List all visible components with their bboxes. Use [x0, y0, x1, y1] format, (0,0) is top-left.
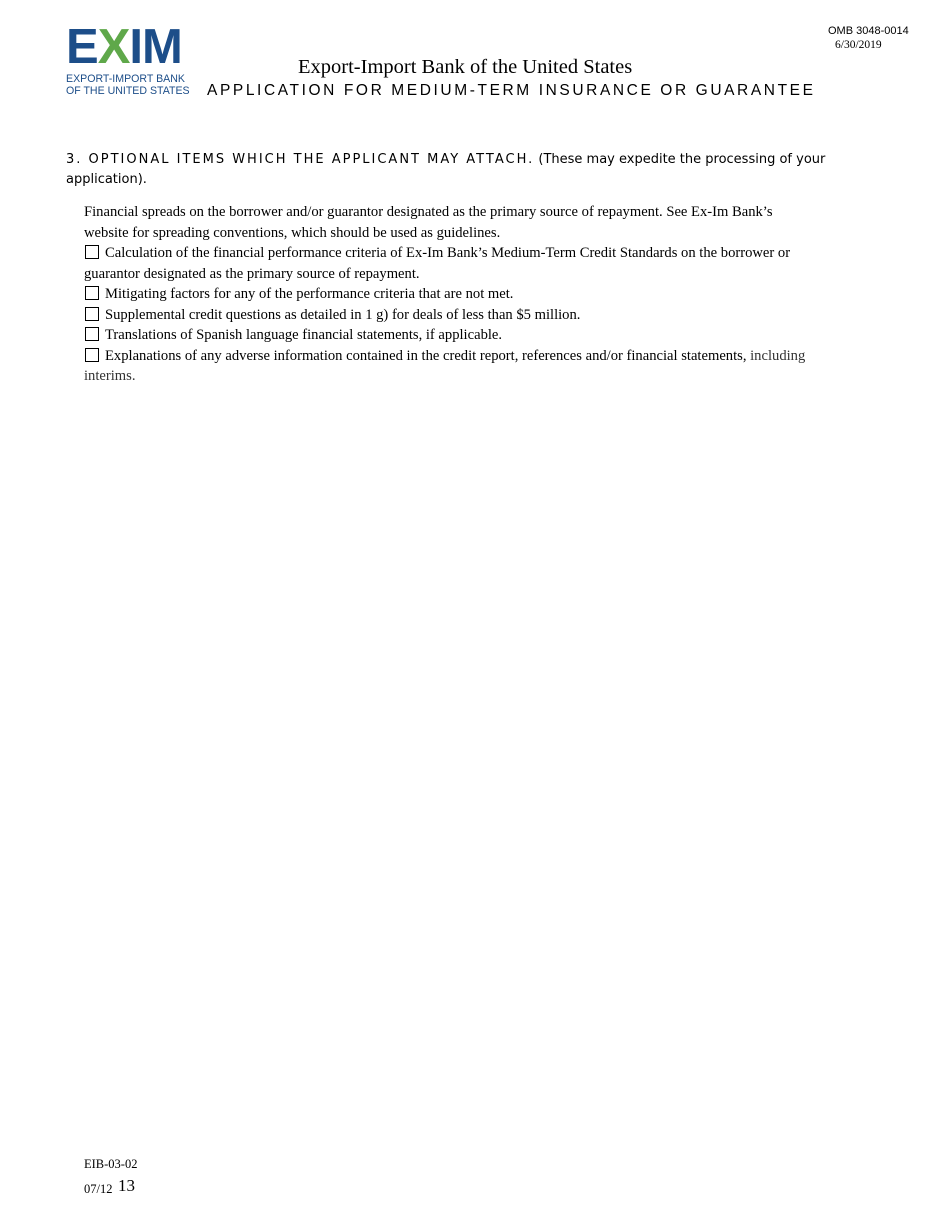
intro-paragraph: Financial spreads on the borrower and/or guarantor designated as the primary source of repayment. See Ex-Im Bank’s website for spreading conventions, which should be used as guidelines.: [84, 204, 773, 241]
list-item: Mitigating factors for any of the performance criteria that are not met.: [84, 284, 864, 305]
exim-logo: [66, 20, 190, 98]
section-heading-note: (These may expedite the processing of your application).: [66, 152, 826, 187]
page-number: 13: [118, 1176, 135, 1195]
checkbox-supplemental-questions[interactable]: [85, 307, 99, 321]
bank-name: Export-Import Bank of the United States: [298, 56, 633, 78]
expiration-date: 6/30/2019: [835, 39, 882, 51]
checkbox-spanish-translations[interactable]: [85, 327, 99, 341]
checkbox-adverse-information[interactable]: [85, 348, 99, 362]
form-code: EIB-03-02: [84, 1157, 138, 1171]
optional-items-list: [84, 202, 864, 387]
list-item: Supplemental credit questions as detailed in 1 g) for deals of less than $5 million.: [84, 305, 864, 326]
checkbox-credit-standards[interactable]: [85, 245, 99, 259]
logo-accent-letter: X: [97, 20, 130, 74]
list-item: Explanations of any adverse information contained in the credit report, references and/or financial statements, including interims.: [84, 347, 806, 384]
revision-date: 07/12: [84, 1182, 113, 1196]
section-heading: [66, 150, 856, 190]
form-title: APPLICATION FOR MEDIUM-TERM INSURANCE OR GUARANTEE: [207, 82, 816, 99]
logo-wordmark: EXIM: [66, 20, 182, 74]
list-item: Translations of Spanish language financial statements, if applicable.: [84, 325, 864, 346]
section-heading-lead: 3. OPTIONAL ITEMS WHICH THE APPLICANT MAY ATTACH.: [66, 152, 535, 167]
checkbox-mitigating-factors[interactable]: [85, 286, 99, 300]
omb-number: OMB 3048-0014: [828, 25, 909, 37]
logo-subtitle: EXPORT-IMPORT BANK OF THE UNITED STATES: [66, 73, 190, 97]
list-item: Calculation of the financial performance criteria of Ex-Im Bank’s Medium-Term Credit Standards on the borrower or guarantor designated as the primary source of repayment.: [84, 245, 791, 282]
